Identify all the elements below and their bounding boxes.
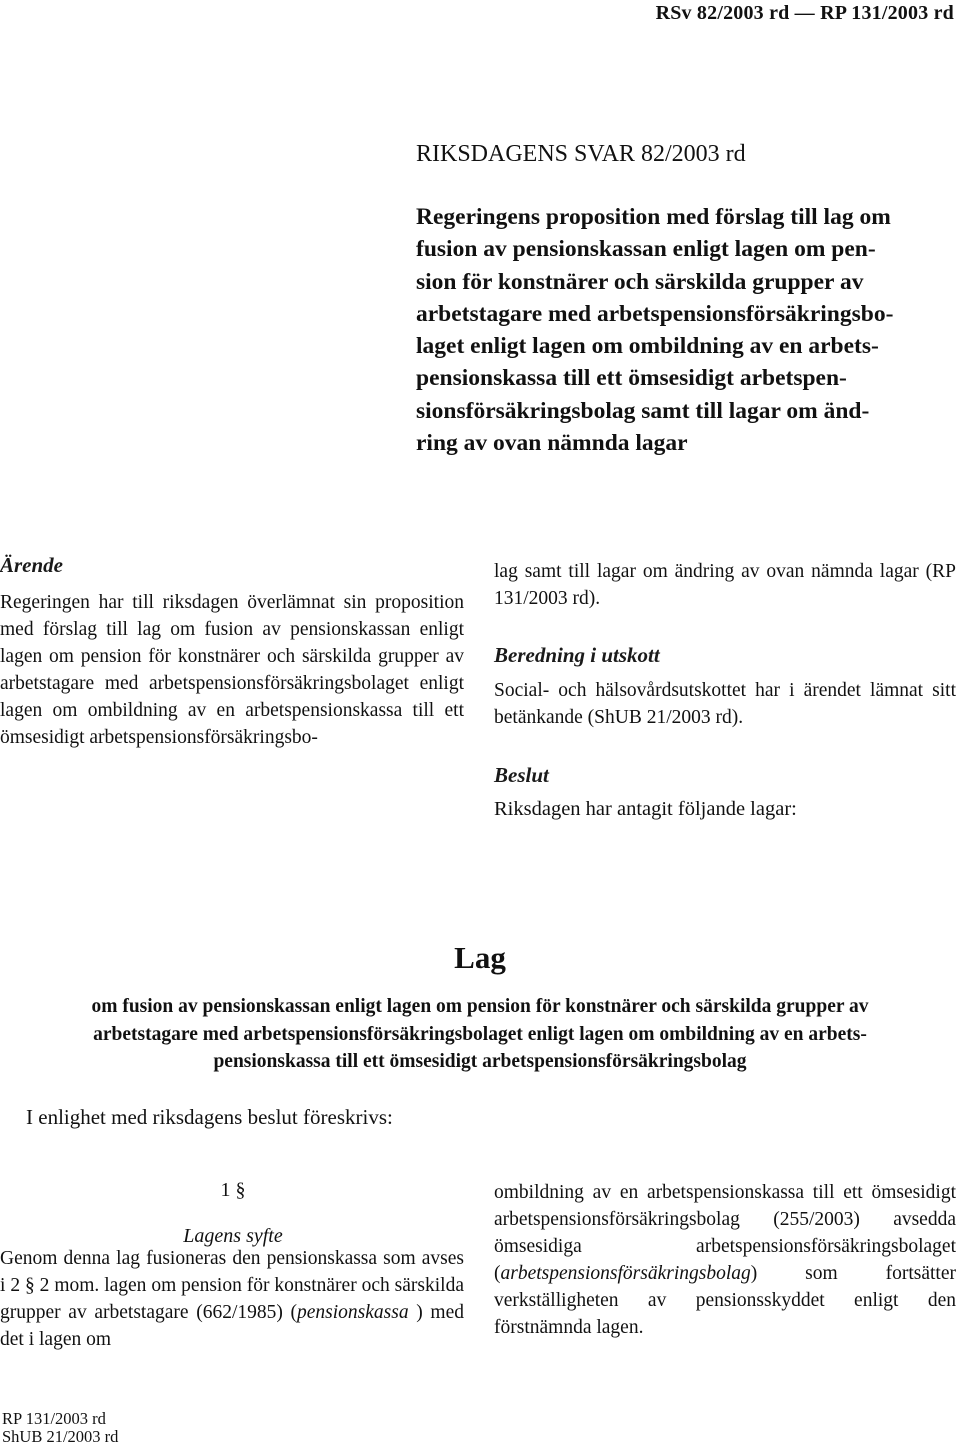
arende-heading: Ärende bbox=[0, 553, 63, 577]
section-text-part: ombildning av en arbetspensionskassa till ett ömsesidigt arbetspensionsförsäkringsbolag (255/2003) avsedda ömsesidiga arbetspensionsförsäkringsbolaget ( bbox=[494, 1182, 956, 1284]
section-text-part: Genom denna lag fusioneras den pensionskassa som avses i 2 § 2 mom. lagen om pension för konstnärer och särskilda grupper av arbetstagare (662/1985) ( bbox=[0, 1248, 464, 1323]
law-subtitle-line: pensionskassa till ett ömsesidigt arbetspensionsförsäkringsbolag bbox=[213, 1051, 747, 1072]
section-term-pensionskassa: pensionskassa bbox=[297, 1302, 409, 1323]
beslut-text: Riksdagen har antagit följande lagar: bbox=[494, 798, 797, 820]
footer-references bbox=[2, 1410, 118, 1446]
enactment-clause: I enlighet med riksdagens beslut föreskrivs: bbox=[26, 1105, 393, 1129]
proposition-title bbox=[416, 201, 958, 459]
proposition-title-line: sion för konstnärer och särskilda grupper av bbox=[416, 268, 864, 295]
proposition-title-line: ring av ovan nämnda lagar bbox=[416, 430, 688, 457]
section-text-right bbox=[494, 1179, 956, 1341]
footer-reference: RP 131/2003 rd bbox=[2, 1409, 106, 1428]
section-text-part: ) med det i lagen om bbox=[0, 1302, 464, 1350]
proposition-title-line: sionsförsäkringsbolag samt till lagar om änd- bbox=[416, 397, 870, 424]
running-header: RSv 82/2003 rd — RP 131/2003 rd bbox=[655, 2, 954, 24]
section-text-left bbox=[0, 1245, 464, 1385]
beslut-heading: Beslut bbox=[494, 763, 549, 787]
proposition-title-line: Regeringens proposition med förslag till lag om bbox=[416, 204, 891, 230]
footer-reference: ShUB 21/2003 rd bbox=[2, 1427, 119, 1446]
arende-text-left: Regeringen har till riksdagen överlämnat sin proposition med förslag till lag om fusion av pensionskassan enligt lagen om pension för konstnärer och särskilda grupper av arbetstagare med arbetspensionsförsäkringsbolaget enligt lagen om ombildning av en arbetspensionskassa till ett ömsesidigt arbetspensionsförsäkringsbo- bbox=[0, 592, 464, 748]
document-title: RIKSDAGENS SVAR 82/2003 rd bbox=[416, 141, 746, 167]
section-title: Lagens syfte bbox=[183, 1225, 283, 1247]
proposition-title-line: pensionskassa till ett ömsesidigt arbetspen- bbox=[416, 365, 847, 392]
proposition-title-line: arbetstagare med arbetspensionsförsäkringsbo- bbox=[416, 300, 894, 327]
law-subtitle-line: arbetstagare med arbetspensionsförsäkringsbolaget enligt lagen om ombildning av en arbets- bbox=[93, 1023, 867, 1045]
arende-text-right: lag samt till lagar om ändring av ovan nämnda lagar (RP 131/2003 rd). bbox=[494, 561, 956, 609]
proposition-title-line: laget enligt lagen om ombildning av en arbets- bbox=[416, 333, 879, 360]
section-term-bolag: arbetspensionsförsäkringsbolag bbox=[500, 1263, 751, 1284]
law-title: Lag bbox=[454, 940, 506, 975]
beredning-text: Social- och hälsovårdsutskottet har i ärendet lämnat sitt betänkande (ShUB 21/2003 rd). bbox=[494, 680, 956, 728]
section-number: 1 § bbox=[220, 1179, 246, 1201]
beredning-heading: Beredning i utskott bbox=[494, 643, 660, 667]
law-subtitle-line: om fusion av pensionskassan enligt lagen om pension för konstnärer och särskilda grupper av bbox=[91, 996, 869, 1017]
proposition-title-line: fusion av pensionskassan enligt lagen om pen- bbox=[416, 236, 876, 263]
section-text-part: ) som fortsätter verkställigheten av pensionsskyddet enligt den förstnämnda lagen. bbox=[494, 1263, 956, 1338]
law-subtitle bbox=[0, 993, 960, 1076]
